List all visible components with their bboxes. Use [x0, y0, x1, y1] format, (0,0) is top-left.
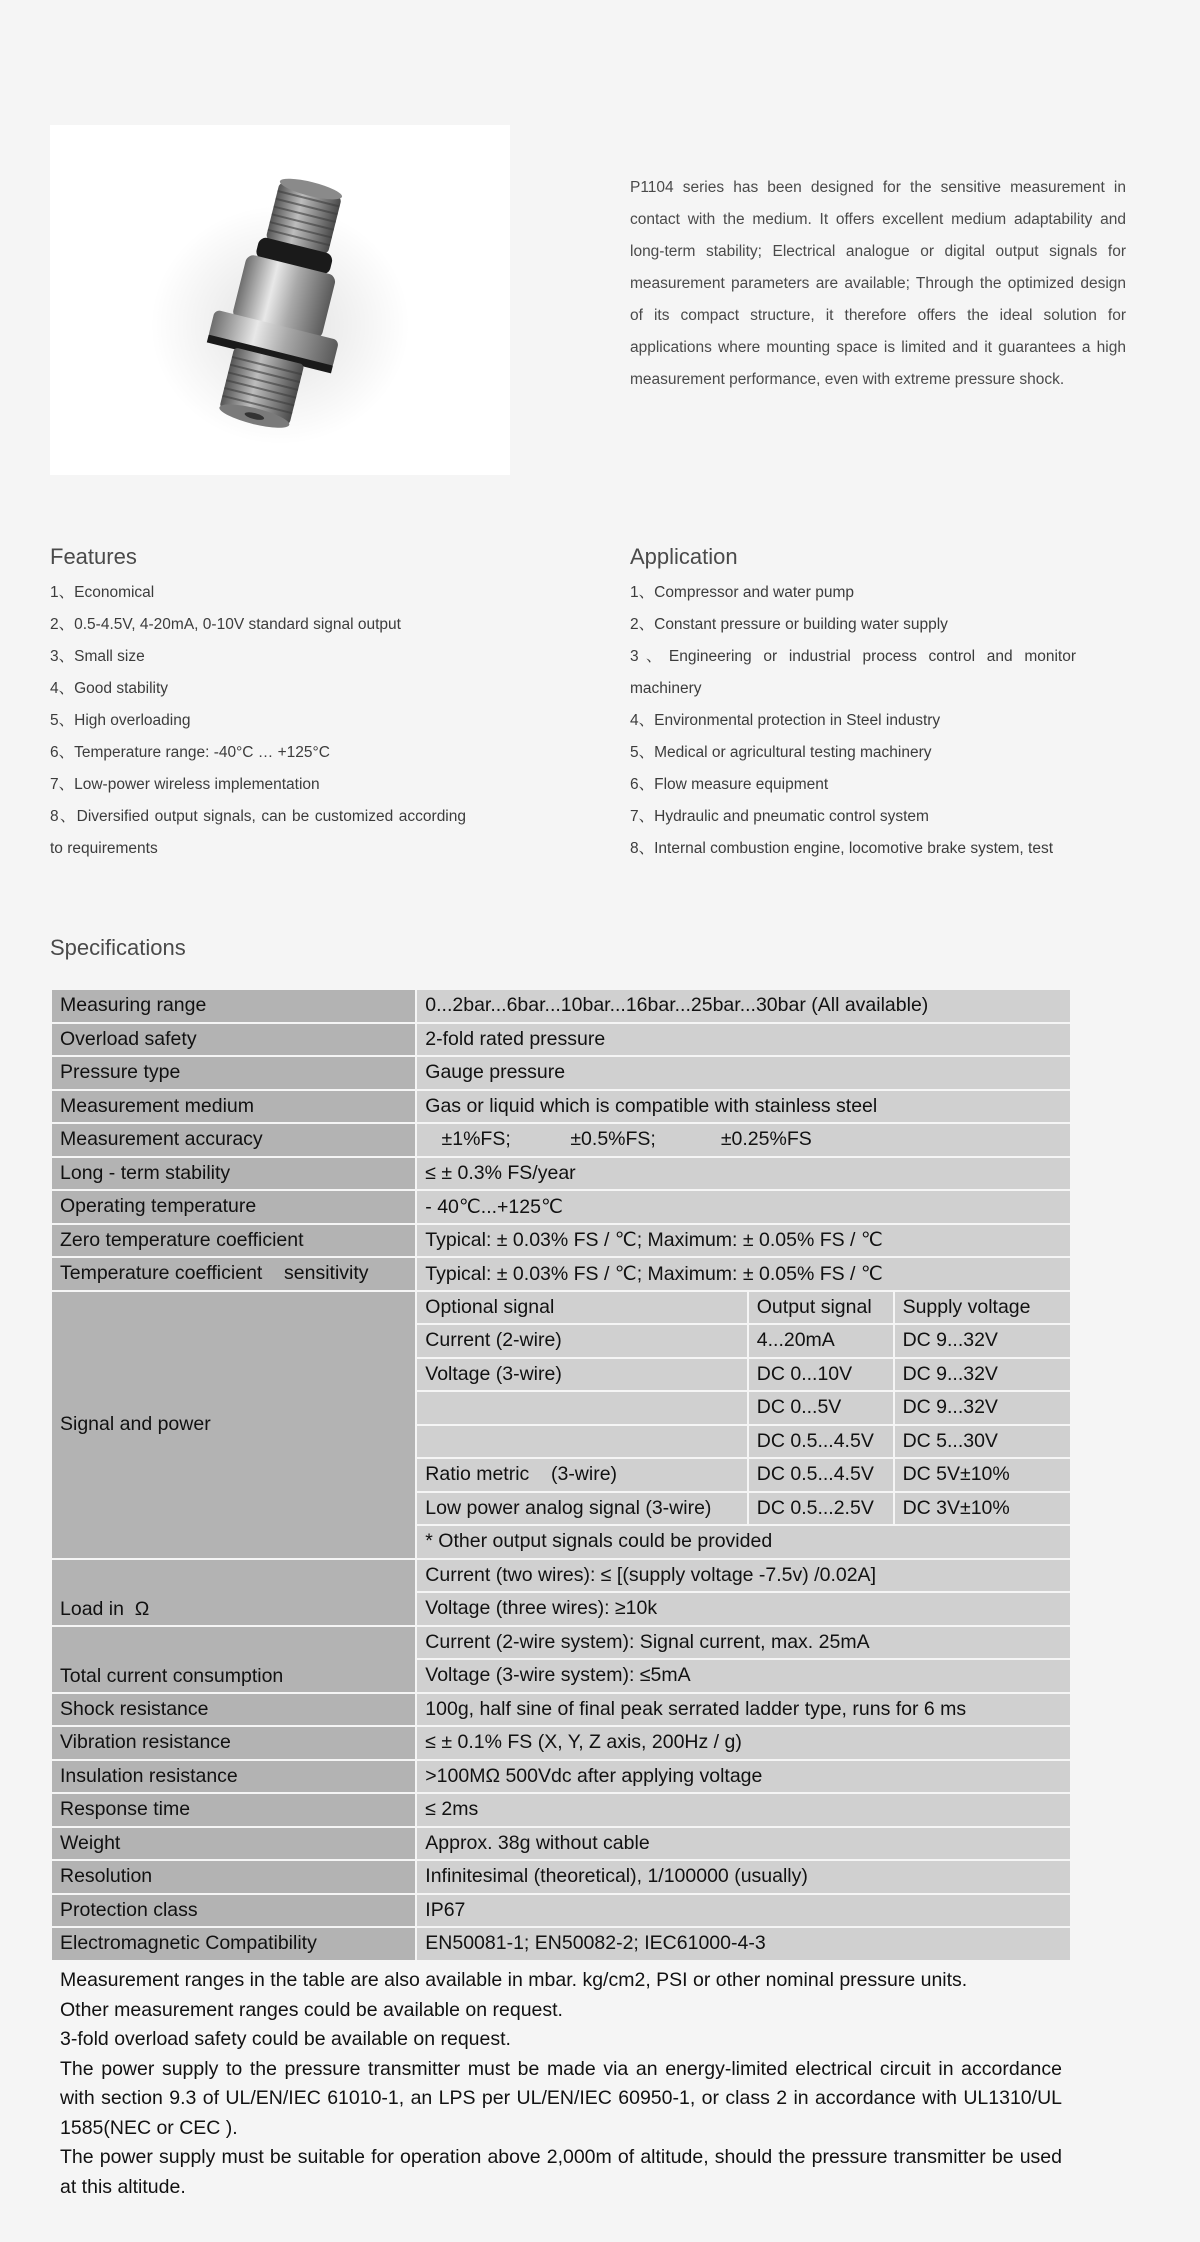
spec-label: Response time: [52, 1794, 415, 1826]
spec-value: 0...2bar...6bar...10bar...16bar...25bar...30bar (All available): [417, 990, 1070, 1022]
table-row: [52, 1928, 1070, 1960]
table-cell: DC 0...10V: [749, 1359, 893, 1391]
table-row: [52, 1727, 1070, 1759]
product-image: [50, 125, 510, 475]
note-line: 3-fold overload safety could be available on request.: [60, 2028, 511, 2050]
table-cell: Ratio metric (3-wire): [417, 1459, 746, 1491]
notes: [60, 1966, 1062, 2202]
table-row: [52, 1158, 1070, 1190]
spec-label: Operating temperature: [52, 1191, 415, 1223]
list-item: 3、Small size: [50, 648, 145, 665]
list-item: 3、Engineering or industrial process control and monitor machinery: [630, 648, 1076, 697]
table-row: [52, 1124, 1070, 1156]
spec-label: Measurement medium: [52, 1091, 415, 1123]
spec-label: Load in Ω: [52, 1560, 415, 1625]
pressure-transmitter-image: [50, 125, 510, 475]
spec-label: Weight: [52, 1828, 415, 1860]
table-row: [52, 1895, 1070, 1927]
table-cell: 4...20mA: [749, 1325, 893, 1357]
table-row: [52, 1761, 1070, 1793]
spec-value: Voltage (three wires): ≥10k: [417, 1593, 1070, 1625]
features-list: [50, 577, 466, 865]
spec-value: ±1%FS; ±0.5%FS; ±0.25%FS: [417, 1124, 1070, 1156]
table-row: [52, 1794, 1070, 1826]
list-item: 6、Temperature range: -40°C … +125°C: [50, 744, 330, 761]
table-cell: * Other output signals could be provided: [417, 1526, 1070, 1558]
spec-label: Measuring range: [52, 990, 415, 1022]
table-cell: DC 5...30V: [895, 1426, 1070, 1458]
spec-label: Measurement accuracy: [52, 1124, 415, 1156]
list-item: 7、Hydraulic and pneumatic control system: [630, 808, 929, 825]
table-row: [52, 1024, 1070, 1056]
spec-value: Gauge pressure: [417, 1057, 1070, 1089]
spec-label: Electromagnetic Compatibility: [52, 1928, 415, 1960]
list-item: 2、0.5-4.5V, 4-20mA, 0-10V standard signal output: [50, 616, 401, 633]
spec-value: 2-fold rated pressure: [417, 1024, 1070, 1056]
note-line: Other measurement ranges could be available on request.: [60, 1998, 563, 2021]
column-header: Supply voltage: [895, 1292, 1070, 1324]
application-title: Application: [630, 544, 738, 569]
spec-value: Infinitesimal (theoretical), 1/100000 (usually): [417, 1861, 1070, 1893]
table-row: [52, 1560, 1070, 1592]
spec-label: Vibration resistance: [52, 1727, 415, 1759]
specifications-table: [50, 988, 1072, 1962]
spec-value: Typical: ± 0.03% FS / ℃; Maximum: ± 0.05% FS / ℃: [417, 1225, 1070, 1257]
spec-label: Zero temperature coefficient: [52, 1225, 415, 1257]
spec-label: Temperature coefficient sensitivity: [52, 1258, 415, 1290]
list-item: 5、Medical or agricultural testing machinery: [630, 744, 932, 761]
list-item: 8、Internal combustion engine, locomotive brake system, test: [630, 840, 1054, 857]
list-item: 6、Flow measure equipment: [630, 776, 829, 793]
spec-value: Current (two wires): ≤ [(supply voltage -7.5v) /0.02A]: [417, 1560, 1070, 1592]
table-row: [52, 1694, 1070, 1726]
spec-label: Long - term stability: [52, 1158, 415, 1190]
spec-value: Approx. 38g without cable: [417, 1828, 1070, 1860]
list-item: 2、Constant pressure or building water supply: [630, 616, 948, 633]
column-header: Output signal: [749, 1292, 893, 1324]
table-row: [52, 1828, 1070, 1860]
spec-label: Total current consumption: [52, 1627, 415, 1692]
spec-value: 100g, half sine of final peak serrated ladder type, runs for 6 ms: [417, 1694, 1070, 1726]
table-cell: DC 0...5V: [749, 1392, 893, 1424]
note-line: Measurement ranges in the table are also available in mbar. kg/cm2, PSI or other nominal pressure units.: [60, 1969, 968, 1991]
features-title: Features: [50, 544, 137, 569]
spec-value: ≤ 2ms: [417, 1794, 1070, 1826]
table-row: [52, 1225, 1070, 1257]
spec-value: ≤ ± 0.1% FS (X, Y, Z axis, 200Hz / g): [417, 1727, 1070, 1759]
spec-value: EN50081-1; EN50082-2; IEC61000-4-3: [417, 1928, 1070, 1960]
spec-value: ≤ ± 0.3% FS/year: [417, 1158, 1070, 1190]
spec-label: Insulation resistance: [52, 1761, 415, 1793]
list-item: 7、Low-power wireless implementation: [50, 776, 320, 793]
spec-value: Voltage (3-wire system): ≤5mA: [417, 1660, 1070, 1692]
intro-paragraph: P1104 series has been designed for the sensitive measurement in contact with the medium. It offers excellent medium adaptability and long-term stability; Electrical analogue or digital output signals for measurement parameters are available; Through the optimized design of its compact structure, it therefore offers the ideal solution for applications where mounting space is limited and it guarantees a high measurement performance, even with extreme pressure shock.: [630, 179, 1126, 388]
spec-value: Typical: ± 0.03% FS / ℃; Maximum: ± 0.05% FS / ℃: [417, 1258, 1070, 1290]
table-row: [52, 1292, 1070, 1324]
specifications-title: Specifications: [50, 935, 186, 960]
spec-label: Shock resistance: [52, 1694, 415, 1726]
table-row: [52, 1861, 1070, 1893]
table-row: [52, 1191, 1070, 1223]
table-row: [52, 990, 1070, 1022]
table-row: [52, 1091, 1070, 1123]
spec-value: Gas or liquid which is compatible with stainless steel: [417, 1091, 1070, 1123]
table-cell: DC 9...32V: [895, 1325, 1070, 1357]
spec-label: Pressure type: [52, 1057, 415, 1089]
table-cell: Voltage (3-wire): [417, 1359, 746, 1391]
spec-value: - 40℃...+125℃: [417, 1191, 1070, 1223]
spec-value: IP67: [417, 1895, 1070, 1927]
list-item: 5、High overloading: [50, 712, 191, 729]
list-item: 4、Environmental protection in Steel industry: [630, 712, 941, 729]
spec-value: Current (2-wire system): Signal current, max. 25mA: [417, 1627, 1070, 1659]
table-cell: DC 9...32V: [895, 1359, 1070, 1391]
column-header: Optional signal: [417, 1292, 746, 1324]
list-item: 1、Compressor and water pump: [630, 584, 854, 601]
table-cell: DC 0.5...4.5V: [749, 1459, 893, 1491]
list-item: 1、Economical: [50, 584, 155, 601]
note-line: The power supply must be suitable for operation above 2,000m of altitude, should the pressure transmitter be used at this altitude.: [60, 2146, 1062, 2198]
list-item: 4、Good stability: [50, 680, 169, 697]
table-row: [52, 1258, 1070, 1290]
table-cell: DC 5V±10%: [895, 1459, 1070, 1491]
spec-label: Overload safety: [52, 1024, 415, 1056]
spec-label: Protection class: [52, 1895, 415, 1927]
table-cell: [417, 1392, 746, 1424]
table-row: [52, 1627, 1070, 1659]
list-item: 8、Diversified output signals, can be customized according to requirements: [50, 808, 466, 857]
table-cell: DC 0.5...4.5V: [749, 1426, 893, 1458]
spec-value: >100MΩ 500Vdc after applying voltage: [417, 1761, 1070, 1793]
table-cell: Low power analog signal (3-wire): [417, 1493, 746, 1525]
table-cell: DC 3V±10%: [895, 1493, 1070, 1525]
spec-label: Signal and power: [52, 1292, 415, 1558]
table-cell: [417, 1426, 746, 1458]
table-cell: Current (2-wire): [417, 1325, 746, 1357]
table-cell: DC 0.5...2.5V: [749, 1493, 893, 1525]
note-line: The power supply to the pressure transmitter must be made via an energy-limited electrical circuit in accordance with section 9.3 of UL/EN/IEC 61010-1, an LPS per UL/EN/IEC 60950-1, or class 2 in accordance with UL1310/UL 1585(NEC or CEC ).: [60, 2057, 1062, 2139]
application-list: [630, 577, 1076, 865]
table-cell: DC 9...32V: [895, 1392, 1070, 1424]
spec-label: Resolution: [52, 1861, 415, 1893]
table-row: [52, 1057, 1070, 1089]
